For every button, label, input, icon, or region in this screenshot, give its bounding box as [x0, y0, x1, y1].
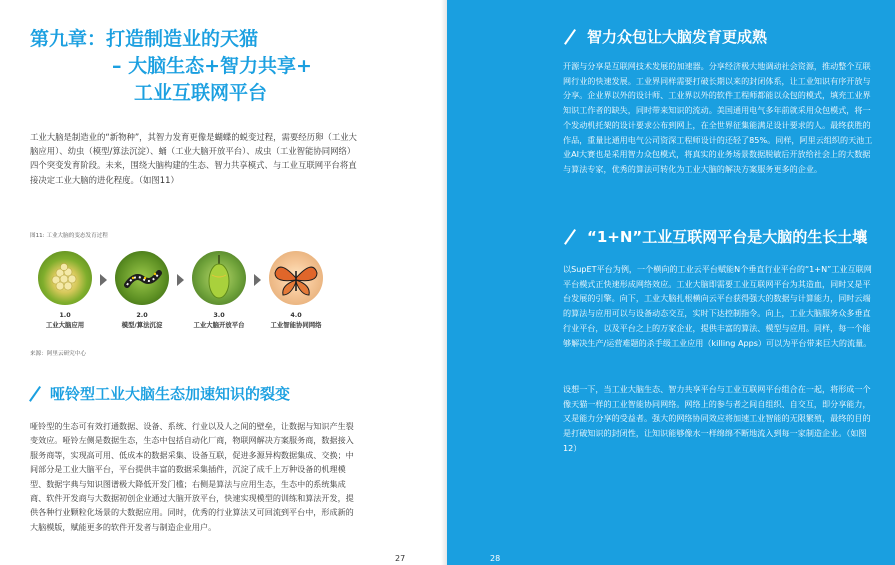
figure-caption: 图11: 工业大脑的变态发育过程	[30, 233, 108, 239]
stage-3-number: 3.0	[213, 311, 225, 319]
arrow-icon	[100, 274, 107, 286]
stage-2	[107, 251, 177, 329]
left-section-heading	[30, 383, 290, 404]
page-number-left: 27	[395, 554, 406, 563]
right-section1-heading	[565, 26, 767, 47]
stage-2-number: 2.0	[136, 311, 148, 319]
arrow-icon	[177, 274, 184, 286]
stage-1-label: 工业大脑应用	[45, 321, 85, 329]
pupa-image	[192, 251, 246, 305]
butterfly-image	[269, 251, 323, 305]
right-section2-heading	[565, 226, 867, 247]
stage-1-number: 1.0	[59, 311, 71, 319]
stage-4	[261, 251, 331, 329]
intro-paragraph: 工业大脑是制造业的“新物种”，其智力发育更像是蝴蝶的蜕变过程，需要经历卵（工业大脑应用）、幼虫（模型/算法沉淀）、蛹（工业大脑开放平台）、成虫（工业智能协同网络）四个突变发育阶段。未来，围绕大脑构建的生态、智力共享模式、与工业互联网平台将直接决定工业大脑的进化程度。（如图11）	[30, 132, 357, 185]
stage-diagram	[30, 251, 330, 341]
eggs-image	[38, 251, 92, 305]
left-page	[0, 0, 447, 565]
stage-3-label: 工业大脑开放平台	[193, 321, 245, 329]
stage-4-label: 工业智能协同网络	[270, 321, 322, 329]
figure-source: 来源：阿里云研究中心	[30, 351, 86, 357]
right-section2-body: 以SupET平台为例，一个横向的工业云平台赋能N个垂直行业平台的“1+N”工业互联网平台模式正快速形成网络效应。工业大脑即需要工业互联网平台为其造血，同时又是平台发展的引擎。向下，工业大脑扎根横向云平台获得强大的数据与计算能力，同时云端的算法与应用可以与设备动态交互，实时下达控制指令。向上，工业大脑服务众多垂直行业平台，以及平台之上的万家企业，提供丰富的算法、模型与应用。同样，每一个能够解决生产/运营难题的杀手级工业应用（killing Apps）可以为平台带来巨大的流量。	[563, 264, 872, 348]
stage-2-label: 模型/算法沉淀	[121, 321, 163, 329]
slash-icon	[30, 386, 40, 402]
caterpillar-image	[115, 251, 169, 305]
left-section-body: 哑铃型的生态可有效打通数据、设备、系统、行业以及人之间的壁垒，让数据与知识产生裂变效应。哑铃左侧是数据生态，生态中包括自动化厂商，物联网解决方案服务商，数据接入服务商等，实现高可用、低成本的数据采集、设备互联，促进多源异构数据集成、交换；中间部分是工业大脑平台，平台提供丰富的数据采集插件，沉淀了成千上万种设备的机理模型、数据字典与知识图谱极大降低开发门槛；右侧是算法与应用生态，生态中的系统集成商、软件开发商与大数据初创企业通过大脑开放平台，快速实现模型的训练和算法开发，提供各种行业颗粒化场景的大数据应用。同时，优秀的行业算法又可回流到平台中，形成新的大脑模版，赋能更多的软件开发者与制造企业用户。	[30, 421, 354, 532]
right-section1-title: 智力众包让大脑发育更成熟	[587, 28, 768, 46]
left-section-title: 哑铃型工业大脑生态加速知识的裂变	[50, 385, 291, 403]
right-section3-body: 设想一下，当工业大脑生态、智力共享平台与工业互联网平台组合在一起，将形成一个像天猫一样的工业智能协同网络。网络上的参与者之间自组织、自交互，即分享能力，又是能力分享的受益者。强大的网络协同效应将加速工业智能的无限繁殖，最终的目的是打破知识的封闭性，让知识能够像水一样绵绵不断地流入到每一家制造企业。（如图12）	[563, 384, 871, 453]
chapter-title-line2: – 大脑生态+智力共享+	[112, 55, 312, 77]
stage-3	[184, 251, 254, 329]
chapter-title-line1: 第九章：打造制造业的天猫	[30, 28, 259, 50]
slash-icon	[565, 29, 575, 45]
arrow-icon	[254, 274, 261, 286]
page-number-right: 28	[490, 554, 501, 563]
right-section1-body: 开源与分享是互联网技术发展的加速器。分享经济极大地调动社会资源，推动整个互联网行业的快速发展。工业界同样需要打破长期以来的封闭体系，让工业知识有序开放与分享。企业界以外的设计师、工业界以外的软件工程师都能以众包的模式，填充工业界知识工作者的缺失，同时带来知识的流动。美国通用电气多年前就采用众包模式，将一个发动机托架的设计要求公布到网上，在全世界征集能满足设计要求的人。最终获胜的作品，重量比通用电气公司资深工程师设计的还轻了85%。同样，阿里云组织的天池工业AI大赛也是采用智力众包模式，将真实的业务场景数据脱敏后开放给社会上的大数据与算法专家，优秀的算法可转化为工业大脑的解决方案服务更多的企业。	[563, 61, 873, 174]
slash-icon	[565, 229, 575, 245]
chapter-title-line3: 工业互联网平台	[134, 82, 268, 104]
stage-4-number: 4.0	[290, 311, 302, 319]
stage-1	[30, 251, 100, 329]
right-section2-title: “1+N”工业互联网平台是大脑的生长土壤	[587, 228, 868, 246]
chapter-title	[30, 26, 330, 107]
